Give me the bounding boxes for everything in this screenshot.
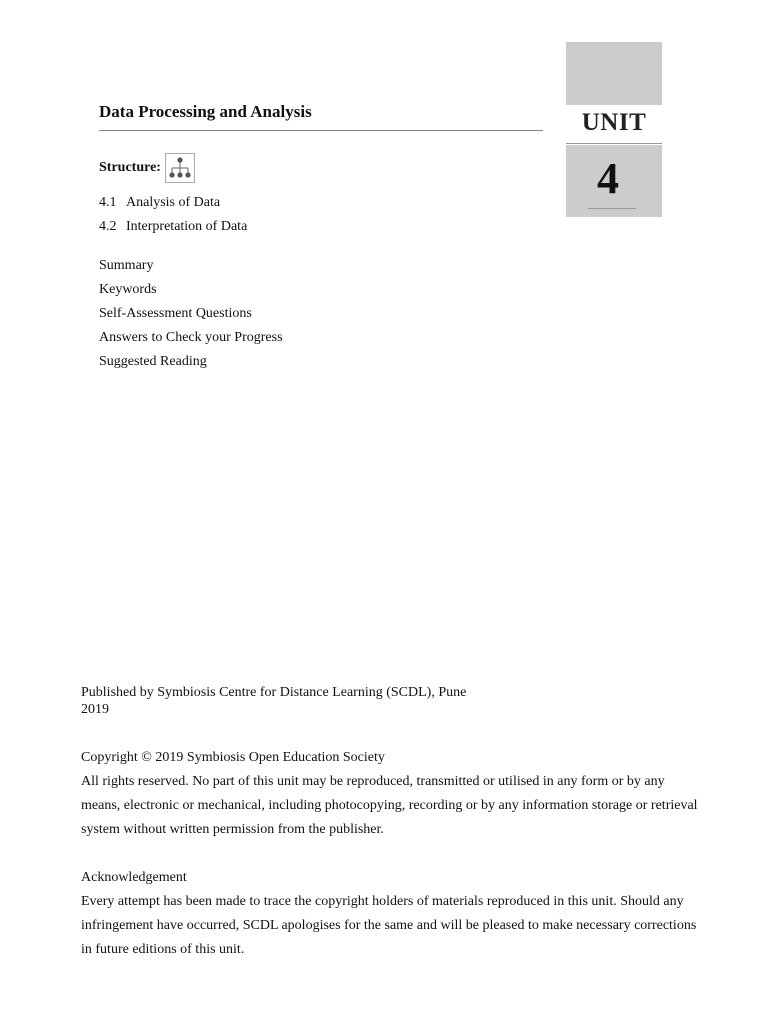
publication-info (81, 684, 466, 718)
title-divider (99, 130, 543, 131)
toc-section-number: 4.1 (99, 195, 117, 210)
publisher-line: Published by Symbiosis Centre for Distance Learning (SCDL), Pune (81, 685, 467, 700)
unit-number-underline (588, 208, 636, 209)
unit-badge-number-block (566, 145, 662, 217)
toc-extra-item: Summary (99, 258, 154, 273)
acknowledgement-text: Every attempt has been made to trace the copyright holders of materials reproduced in this unit. Should any infringement have occurred, SCDL apologises for the same and will be pleased to make necessary corrections in future editions of this unit. (81, 894, 697, 957)
toc-extra-item: Keywords (99, 282, 157, 297)
toc-extra-item: Suggested Reading (99, 354, 207, 369)
unit-divider (566, 143, 662, 144)
page-title: Data Processing and Analysis (99, 102, 312, 121)
toc-section-title: Analysis of Data (126, 195, 221, 210)
copyright-heading: Copyright © 2019 Symbiosis Open Education Society (81, 750, 385, 765)
toc-extra-item: Answers to Check your Progress (99, 330, 283, 345)
structure-heading (99, 152, 195, 184)
structure-label: Structure: (99, 160, 161, 175)
unit-label: UNIT (581, 109, 647, 136)
copyright-text: All rights reserved. No part of this unit may be reproduced, transmitted or utilised in any form or by any means, electronic or mechanical, including photocopying, recording or by any information storage or retrieval system without written permission from the publisher. (81, 774, 698, 837)
toc-section-item (99, 195, 220, 211)
acknowledgement-section (81, 866, 701, 962)
unit-number: 4 (597, 154, 619, 203)
copyright-section (81, 746, 701, 842)
publication-year: 2019 (81, 702, 109, 717)
toc-section-title: Interpretation of Data (126, 219, 248, 234)
toc-section-number: 4.2 (99, 219, 117, 234)
toc-extra-item: Self-Assessment Questions (99, 306, 252, 321)
unit-badge-top-block (566, 42, 662, 105)
toc-section-item (99, 219, 247, 235)
hierarchy-icon (165, 153, 195, 183)
acknowledgement-heading: Acknowledgement (81, 870, 187, 885)
